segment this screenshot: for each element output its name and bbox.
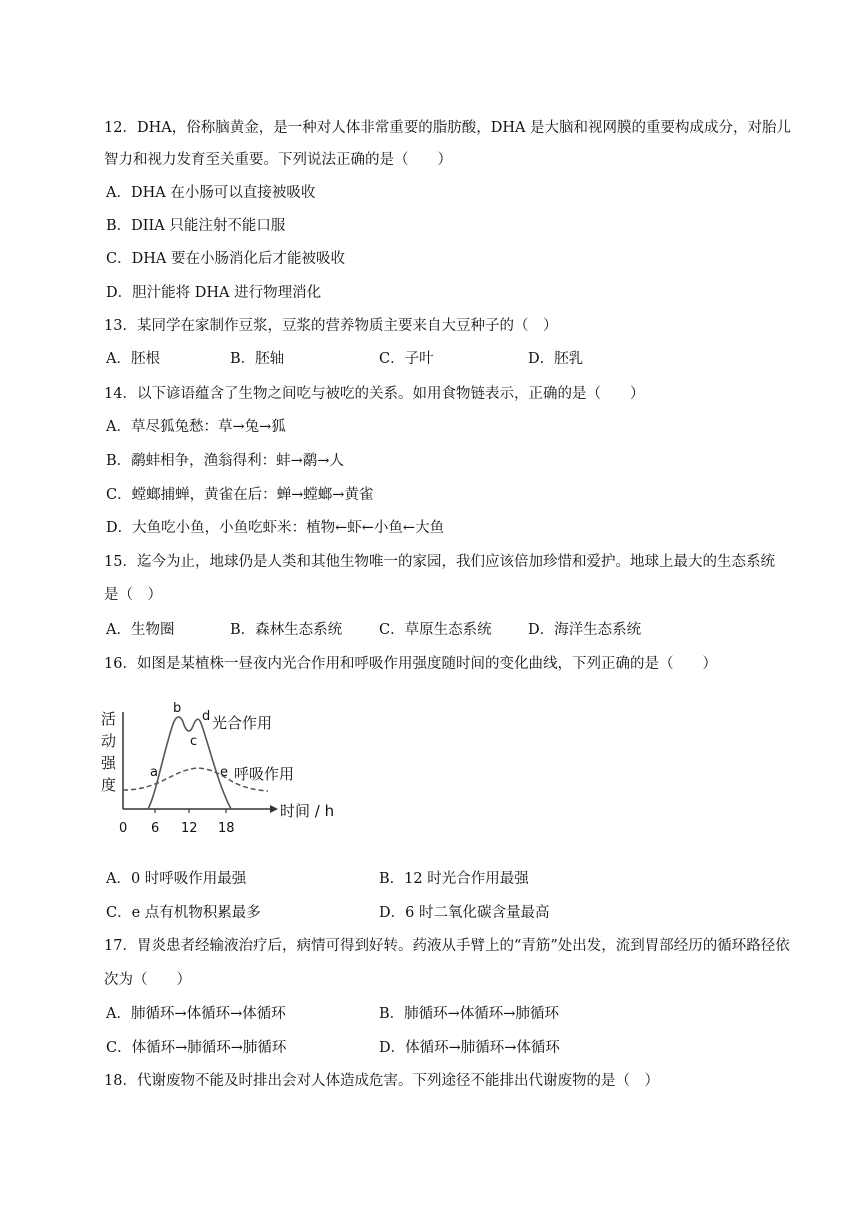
q17-option-a: A．肺循环→体循环→体循环 bbox=[106, 1006, 286, 1022]
q13-option-a: A．胚根 bbox=[106, 351, 160, 367]
q14-option-d: D．大鱼吃小鱼，小鱼吃虾米：植物←虾←小鱼←大鱼 bbox=[106, 520, 445, 536]
q15-option-a: A．生物圈 bbox=[106, 622, 175, 638]
q12-option-c: C．DHA 要在小肠消化后才能被吸收 bbox=[106, 251, 345, 267]
q12-option-d: D．胆汁能将 DHA 进行物理消化 bbox=[106, 285, 322, 301]
point-label-a: a bbox=[150, 765, 158, 780]
q14-stem: 14．以下谚语蕴含了生物之间吃与被吃的关系。如用食物链表示，正确的是（ ） bbox=[104, 386, 645, 402]
q12-option-a: A．DHA 在小肠可以直接被吸收 bbox=[106, 185, 316, 201]
q15-stem-line1: 15．迄今为止，地球仍是人类和其他生物唯一的家园，我们应该倍加珍惜和爱护。地球上最大的生态系统 bbox=[104, 554, 775, 570]
q12-stem-line1: 12．DHA，俗称脑黄金，是一种对人体非常重要的脂肪酸，DHA 是大脑和视网膜的重要构成成分，对胎儿 bbox=[104, 120, 792, 136]
q15-option-d: D．海洋生态系统 bbox=[528, 622, 642, 638]
photosynthesis-label: 光合作用 bbox=[212, 714, 273, 732]
x-tick-label-12: 12 bbox=[181, 821, 198, 836]
point-label-c: c bbox=[190, 734, 198, 749]
q18-stem: 18．代谢废物不能及时排出会对人体造成危害。下列途径不能排出代谢废物的是（ ） bbox=[104, 1073, 659, 1089]
q16-stem: 16．如图是某植株一昼夜内光合作用和呼吸作用强度随时间的变化曲线，下列正确的是（ ） bbox=[104, 656, 717, 672]
q16-option-d: D．6 时二氧化碳含量最高 bbox=[379, 905, 550, 921]
point-label-d: d bbox=[202, 709, 211, 724]
q16-options-row-2 bbox=[0, 901, 860, 923]
q15-option-c: C．草原生态系统 bbox=[379, 622, 492, 638]
q16-option-b: B．12 时光合作用最强 bbox=[379, 871, 529, 887]
point-label-b: b bbox=[173, 701, 182, 716]
q12-option-b: B．DIIA 只能注射不能口服 bbox=[106, 218, 286, 234]
x-axis-arrow bbox=[270, 805, 278, 813]
q17-stem-line1: 17．胃炎患者经输液治疗后，病情可得到好转。药液从手臂上的“青筋”处出发，流到胃部经历的循环路径依 bbox=[104, 938, 790, 954]
q17-options-row-1 bbox=[0, 1002, 860, 1024]
x-axis-label: 时间 / h bbox=[280, 802, 335, 820]
q13-option-b: B．胚轴 bbox=[230, 351, 285, 367]
y-axis-label-char-4: 度 bbox=[101, 776, 117, 794]
q16-option-c: C．e 点有机物积累最多 bbox=[106, 905, 261, 921]
x-tick-label-18: 18 bbox=[218, 821, 235, 836]
q13-option-d: D．胚乳 bbox=[528, 351, 584, 367]
y-axis-label bbox=[101, 710, 117, 794]
q16-options-row-1 bbox=[0, 867, 860, 889]
x-tick-label-0: 0 bbox=[119, 821, 128, 836]
q13-option-c: C．子叶 bbox=[379, 351, 434, 367]
q17-option-d: D．体循环→肺循环→体循环 bbox=[379, 1040, 560, 1056]
q15-option-b: B．森林生态系统 bbox=[230, 622, 343, 638]
q17-option-b: B．肺循环→体循环→肺循环 bbox=[379, 1006, 559, 1022]
q16-option-a: A．0 时呼吸作用最强 bbox=[106, 871, 247, 887]
y-axis-label-char-3: 强 bbox=[101, 754, 117, 772]
q17-options-row-2 bbox=[0, 1036, 860, 1058]
q14-option-b: B．鹬蚌相争，渔翁得利：蚌→鹬→人 bbox=[106, 453, 344, 469]
y-axis-label-char-2: 动 bbox=[101, 732, 117, 750]
q15-stem-line2: 是（ ） bbox=[104, 587, 162, 603]
y-axis-label-char-1: 活 bbox=[101, 710, 117, 728]
activity-intensity-chart bbox=[98, 694, 338, 844]
point-label-e: e bbox=[220, 765, 228, 780]
q13-stem: 13．某同学在家制作豆浆，豆浆的营养物质主要来自大豆种子的（ ） bbox=[104, 318, 558, 334]
q14-option-c: C．螳螂捕蝉，黄雀在后：蝉→螳螂→黄雀 bbox=[106, 487, 374, 503]
q12-stem-line2: 智力和视力发育至关重要。下列说法正确的是（ ） bbox=[104, 152, 452, 168]
x-tick-label-6: 6 bbox=[151, 821, 160, 836]
q17-stem-line2: 次为（ ） bbox=[104, 972, 191, 988]
q14-option-a: A．草尽狐兔愁：草→兔→狐 bbox=[106, 419, 286, 435]
respiration-label: 呼吸作用 bbox=[234, 765, 295, 783]
q17-option-c: C．体循环→肺循环→肺循环 bbox=[106, 1040, 287, 1056]
q13-options-row bbox=[0, 347, 860, 369]
q15-options-row bbox=[0, 618, 860, 640]
